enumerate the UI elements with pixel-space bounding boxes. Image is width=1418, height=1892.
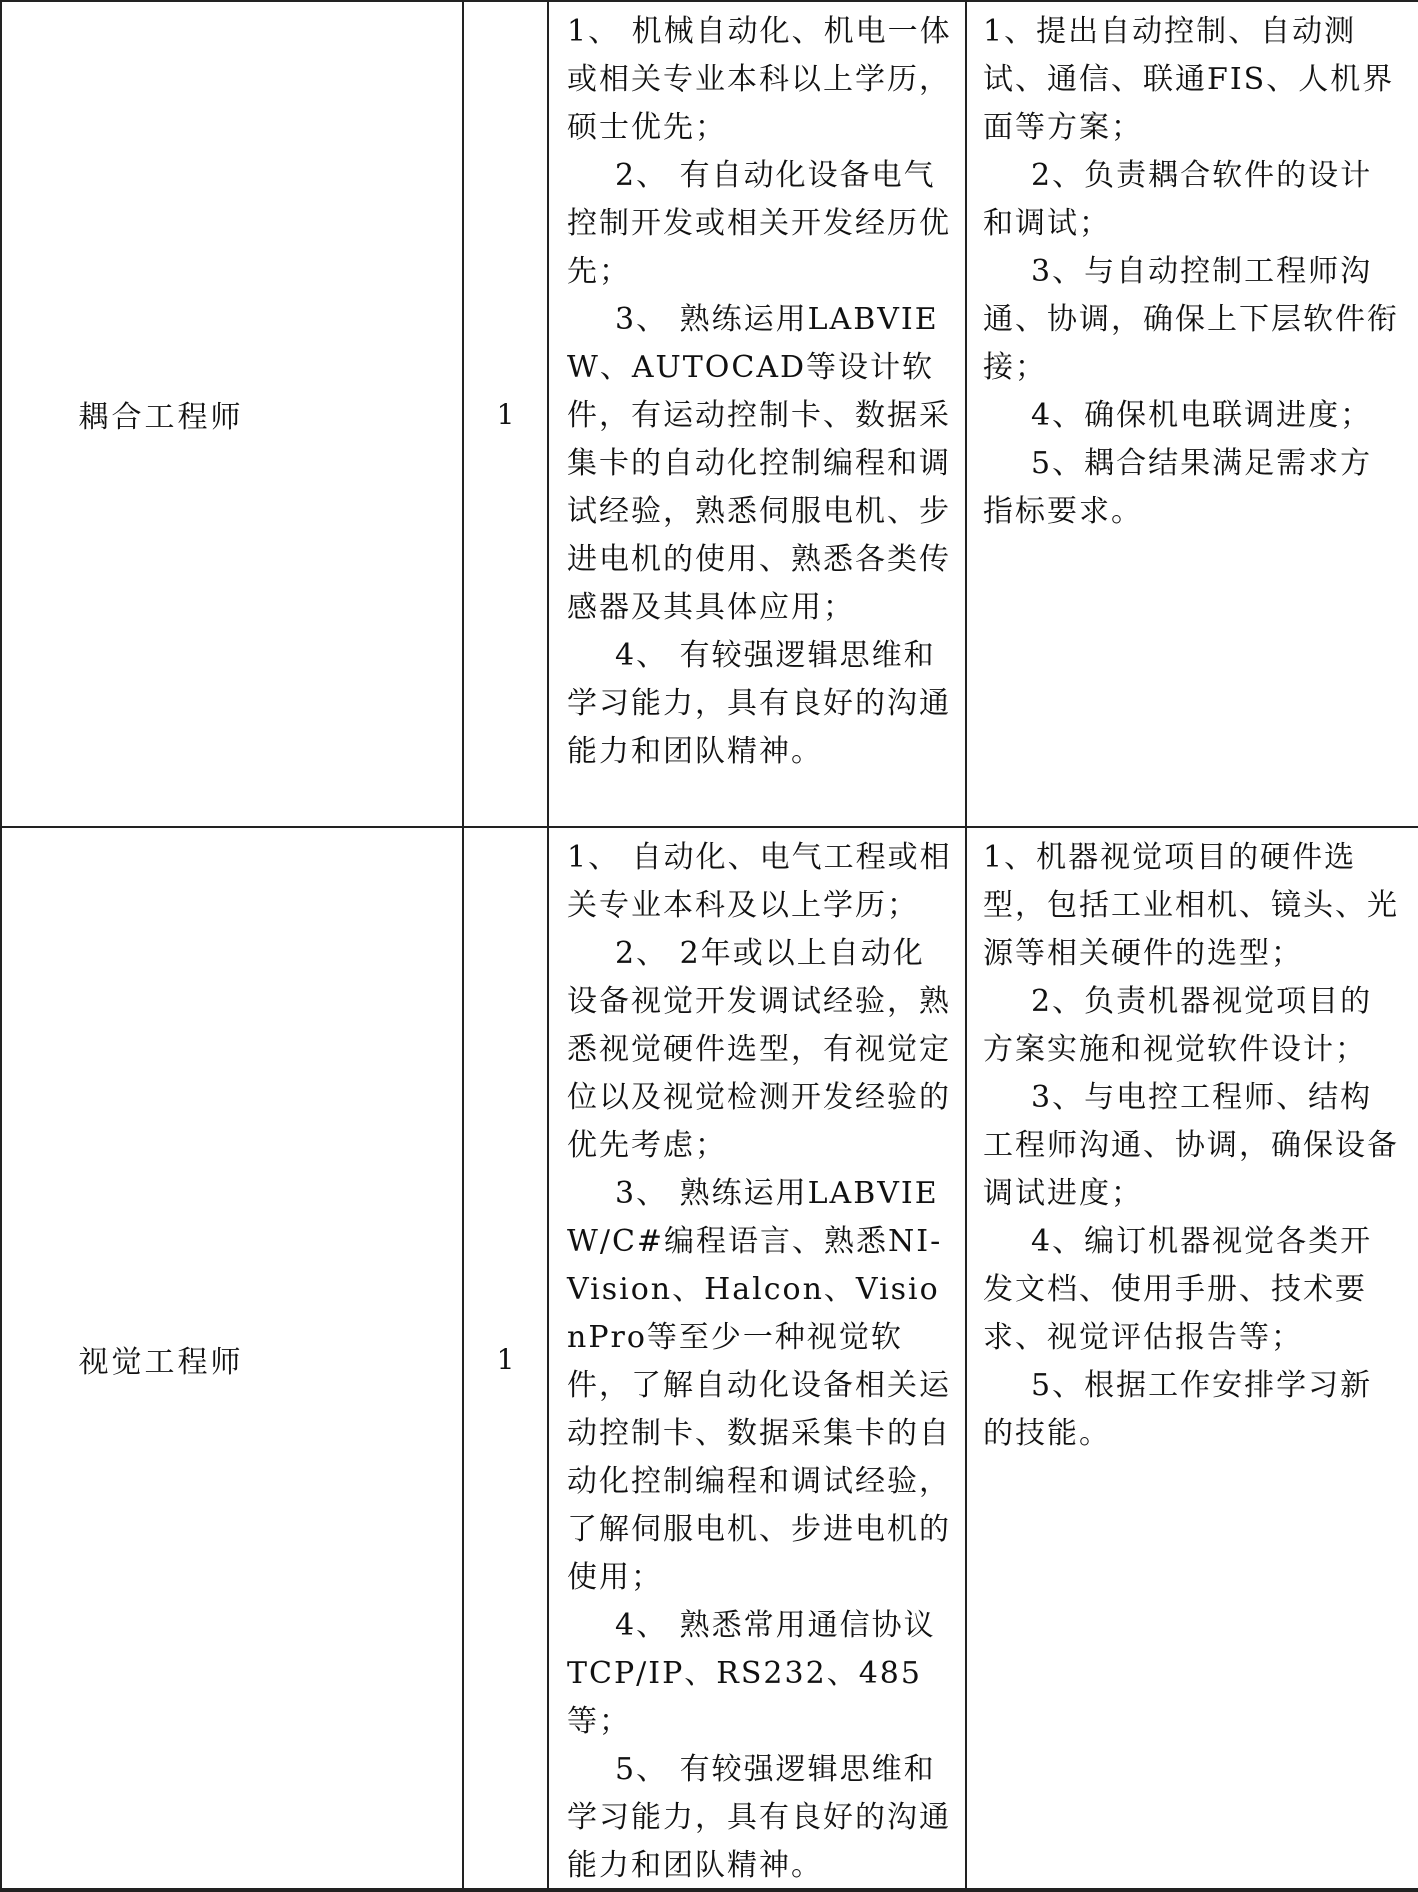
duty-item: 3、与电控工程师、结构工程师沟通、协调，确保设备调试进度；	[983, 1080, 1399, 1211]
duty-item: 2、负责机器视觉项目的方案实施和视觉软件设计；	[983, 984, 1373, 1067]
duties-list	[967, 2, 1418, 536]
requirement-item: 4、 熟悉常用通信协议TCP/IP、RS232、485等；	[567, 1608, 936, 1739]
duty-item: 2、负责耦合软件的设计和调试；	[983, 158, 1373, 241]
duty-item: 5、根据工作安排学习新的技能。	[983, 1368, 1373, 1451]
requirement-item: 3、 熟练运用LABVIEW/C#编程语言、熟悉NI-Vision、Halcon、VisionPro等至少一种视觉软件，了解自动化设备相关运动控制卡、数据采集卡的自动化控制编程和调试经验，了解伺服电机、步进电机的使用；	[567, 1176, 951, 1595]
requirement-item: 1、 机械自动化、机电一体或相关专业本科以上学历，硕士优先；	[567, 14, 952, 145]
requirements-cell	[548, 1, 966, 827]
requirement-item: 4、 有较强逻辑思维和学习能力，具有良好的沟通能力和团队精神。	[567, 638, 951, 769]
requirement-item: 5、 有较强逻辑思维和学习能力，具有良好的沟通能力和团队精神。	[567, 1752, 951, 1883]
job-title: 耦合工程师	[78, 400, 244, 435]
requirements-list	[549, 2, 965, 776]
duty-item: 3、与自动控制工程师沟通、协调，确保上下层软件衔接；	[983, 254, 1399, 385]
duty-item: 1、机器视觉项目的硬件选型，包括工业相机、镜头、光源等相关硬件的选型；	[983, 840, 1399, 971]
headcount: 1	[496, 1342, 515, 1376]
requirement-item: 2、 2年或以上自动化设备视觉开发调试经验，熟悉视觉硬件选型，有视觉定位以及视觉检测开发经验的优先考虑；	[567, 936, 951, 1163]
duty-item: 5、耦合结果满足需求方指标要求。	[983, 446, 1373, 529]
job-title-cell	[1, 827, 463, 1891]
headcount-cell	[463, 827, 548, 1891]
duties-list	[967, 828, 1418, 1458]
requirements-list	[549, 828, 965, 1890]
job-title: 视觉工程师	[78, 1345, 244, 1380]
duty-item: 4、编订机器视觉各类开发文档、使用手册、技术要求、视觉评估报告等；	[983, 1224, 1373, 1355]
requirements-cell	[548, 827, 966, 1891]
table-row	[1, 1, 1418, 827]
duties-cell	[966, 827, 1418, 1891]
requirement-item: 1、 自动化、电气工程或相关专业本科及以上学历；	[567, 840, 952, 923]
duties-cell	[966, 1, 1418, 827]
table-row	[1, 827, 1418, 1891]
duty-item: 4、确保机电联调进度；	[1031, 398, 1373, 433]
headcount-cell	[463, 1, 548, 827]
job-title-cell	[1, 1, 463, 827]
requirement-item: 2、 有自动化设备电气控制开发或相关开发经历优先；	[567, 158, 951, 289]
headcount: 1	[496, 397, 515, 431]
table-bottom-border	[0, 1888, 1418, 1890]
duty-item: 1、提出自动控制、自动测试、通信、联通FIS、人机界面等方案；	[983, 14, 1395, 145]
requirement-item: 3、 熟练运用LABVIEW、AUTOCAD等设计软件，有运动控制卡、数据采集卡的自动化控制编程和调试经验，熟悉伺服电机、步进电机的使用、熟悉各类传感器及其具体应用；	[567, 302, 951, 625]
